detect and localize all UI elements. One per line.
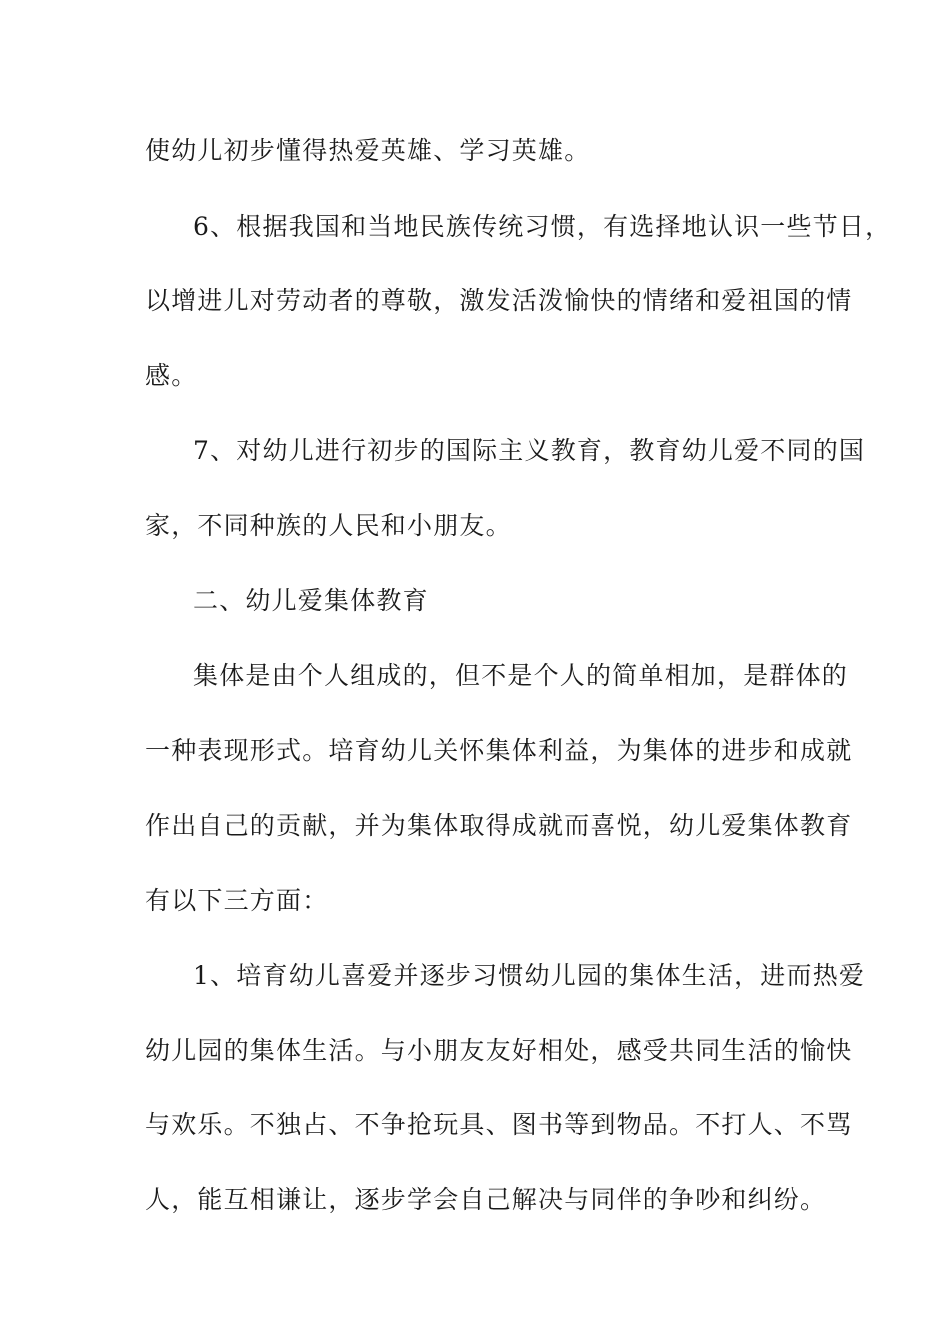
text-line: 人，能互相谦让，逐步学会自己解决与同伴的争吵和纠纷。 [145, 1185, 827, 1214]
text-line: 与欢乐。不独占、不争抢玩具、图书等到物品。不打人、不骂 [145, 1110, 853, 1139]
text-line: 以增进儿对劳动者的尊敬，激发活泼愉快的情绪和爱祖国的情 [145, 286, 853, 315]
text-line: 感。 [145, 361, 198, 390]
text-line: 有以下三方面： [145, 886, 329, 915]
text-line: 1、培育幼儿喜爱并逐步习惯幼儿园的集体生活，进而热爱 [193, 961, 866, 990]
text-line: 作出自己的贡献，并为集体取得成就而喜悦，幼儿爱集体教育 [145, 811, 853, 840]
text-line: 一种表现形式。培育幼儿关怀集体利益，为集体的进步和成就 [145, 736, 853, 765]
text-line: 7、对幼儿进行初步的国际主义教育，教育幼儿爱不同的国 [193, 436, 866, 465]
text-line: 6、根据我国和当地民族传统习惯，有选择地认识一些节日， [193, 212, 892, 241]
text-line: 家，不同种族的人民和小朋友。 [145, 511, 512, 540]
text-line: 幼儿园的集体生活。与小朋友友好相处，感受共同生活的愉快 [145, 1036, 853, 1065]
text-line: 集体是由个人组成的，但不是个人的简单相加，是群体的 [193, 661, 849, 690]
text-line: 使幼儿初步懂得热爱英雄、学习英雄。 [145, 136, 591, 165]
section-heading: 二、幼儿爱集体教育 [193, 586, 429, 615]
